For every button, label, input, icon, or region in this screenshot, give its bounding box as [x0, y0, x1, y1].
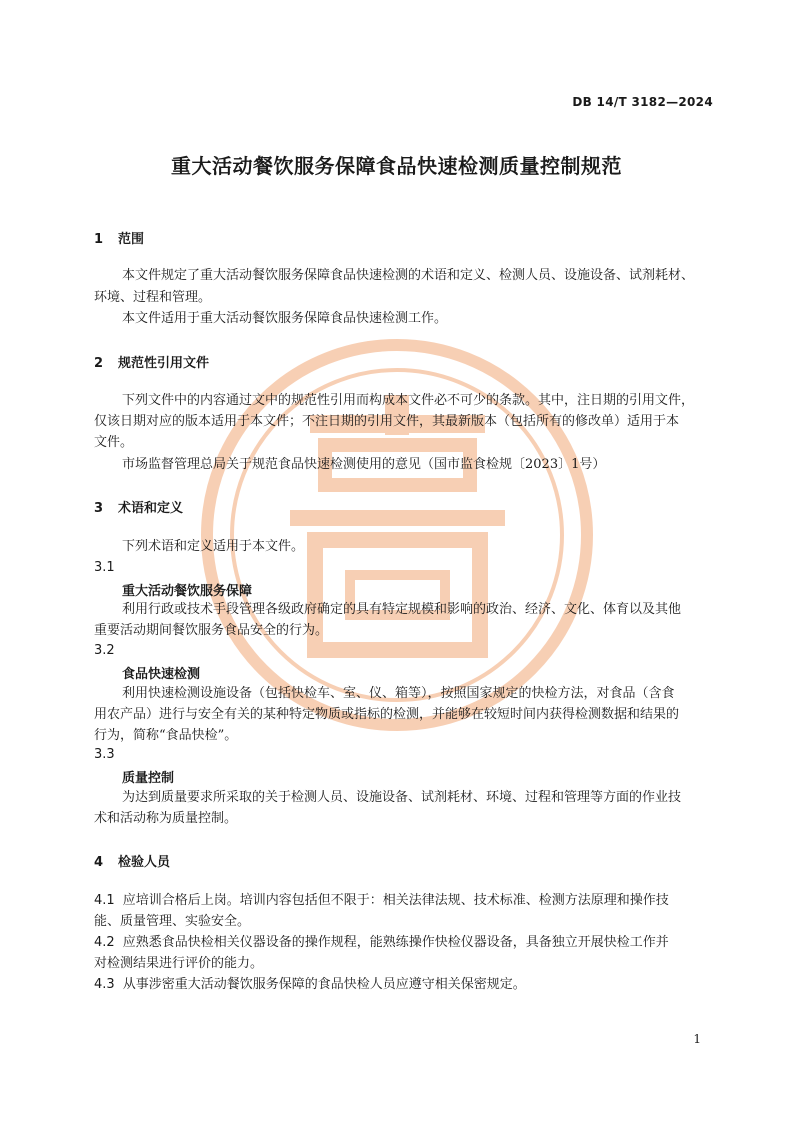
paragraph-line: 下列文件中的内容通过文中的规范性引用而构成本文件必不可少的条款。其中，注日期的引用文件，: [122, 393, 695, 408]
clause-number: 4.3: [94, 977, 115, 992]
paragraph-line: 行为，简称“食品快检”。: [94, 728, 238, 743]
clause-text: 应熟悉食品快检相关仪器设备的操作规程，能熟练操作快检仪器设备，具备独立开展快检工作并: [122, 935, 669, 950]
term-number: 3.2: [94, 643, 115, 658]
document-title: 重大活动餐饮服务保障食品快速检测质量控制规范: [171, 154, 622, 178]
clause-number: 4.2: [94, 935, 115, 950]
term-title: 质量控制: [122, 771, 175, 786]
paragraph-line: 能、质量管理、实验安全。: [94, 914, 251, 929]
paragraph-line: 本文件规定了重大活动餐饮服务保障食品快速检测的术语和定义、检测人员、设施设备、试剂耗材、: [122, 268, 695, 283]
term-number: 3.1: [94, 560, 115, 575]
section-number: 3: [94, 501, 104, 516]
clause-line: [94, 975, 526, 995]
section-3-heading: [94, 497, 183, 516]
paragraph-line: 用农产品）进行与安全有关的某种特定物质或指标的检测，并能够在较短时间内获得检测数据和结果的: [94, 707, 680, 722]
paragraph-line: 术和活动称为质量控制。: [94, 811, 238, 826]
paragraph-line: 仅该日期对应的版本适用于本文件；不注日期的引用文件，其最新版本（包括所有的修改单）适用于本: [94, 414, 680, 429]
term-number: 3.3: [94, 747, 115, 762]
paragraph-line: 为达到质量要求所采取的关于检测人员、设施设备、试剂耗材、环境、过程和管理等方面的作业技: [122, 790, 682, 805]
paragraph-line: 本文件适用于重大活动餐饮服务保障食品快速检测工作。: [122, 311, 448, 326]
section-number: 4: [94, 855, 104, 870]
section-title: 规范性引用文件: [118, 356, 210, 371]
section-2-heading: [94, 352, 209, 371]
section-title: 范围: [118, 232, 145, 247]
section-title: 术语和定义: [118, 501, 184, 516]
section-number: 1: [94, 232, 104, 247]
paragraph-line: 对检测结果进行评价的能力。: [94, 956, 264, 971]
section-4-heading: [94, 851, 170, 870]
clause-text: 应培训合格后上岗。培训内容包括但不限于：相关法律法规、技术标准、检测方法原理和操作技: [122, 893, 669, 908]
paragraph-line: 重要活动期间餐饮服务食品安全的行为。: [94, 623, 329, 638]
paragraph-line: 环境、过程和管理。: [94, 290, 212, 305]
paragraph-line: 利用快速检测设施设备（包括快检车、室、仪、箱等），按照国家规定的快检方法，对食品（含食: [122, 686, 675, 701]
paragraph-line: 文件。: [94, 435, 134, 450]
clause-line: [94, 891, 669, 911]
standard-code: DB 14/T 3182—2024: [572, 95, 713, 109]
term-title: 重大活动餐饮服务保障: [122, 584, 253, 599]
paragraph-line: 下列术语和定义适用于本文件。: [122, 539, 305, 554]
clause-line: [94, 933, 669, 953]
section-number: 2: [94, 356, 104, 371]
page-number: 1: [693, 1032, 701, 1046]
clause-number: 4.1: [94, 893, 115, 908]
paragraph-line: 利用行政或技术手段管理各级政府确定的具有特定规模和影响的政治、经济、文化、体育以及其他: [122, 602, 682, 617]
term-title: 食品快速检测: [122, 667, 201, 682]
section-1-heading: [94, 228, 144, 247]
paragraph-line: 市场监督管理总局关于规范食品快速检测使用的意见（国市监食检规〔2023〕1号）: [122, 457, 606, 472]
section-title: 检验人员: [118, 855, 171, 870]
clause-text: 从事涉密重大活动餐饮服务保障的食品快检人员应遵守相关保密规定。: [122, 977, 526, 992]
